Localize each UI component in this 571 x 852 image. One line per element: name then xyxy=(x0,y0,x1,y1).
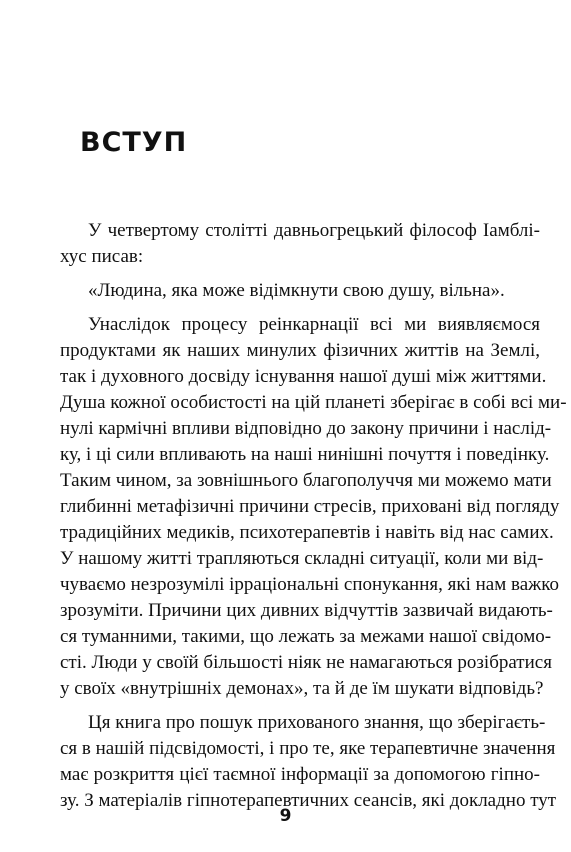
text-line: ся туманними, такими, що лежать за межами нашої свідомо- xyxy=(60,626,552,647)
text-line: чуваємо незрозумілі ірраціональні спонукання, які нам важко xyxy=(60,574,560,595)
text-line: ку, і ці сили впливають на наші нинішні почуття і поведінку. xyxy=(60,444,550,465)
text-line: Ця книга про пошук прихованого знання, що зберігаєть- xyxy=(88,712,546,733)
text-line: У четвертому столітті давньогрецький філософ Іамблі- xyxy=(88,220,540,241)
text-line: хус писав: xyxy=(60,246,144,267)
text-line: нулі кармічні впливи відповідно до закону причини і наслід- xyxy=(60,418,552,439)
chapter-heading: ВСТУП xyxy=(80,127,188,158)
text-line: зу. З матеріалів гіпнотерапевтичних сеансів, які докладно тут xyxy=(60,790,557,811)
text-line: сті. Люди у своїй більшості ніяк не намагаються розібратися xyxy=(60,652,552,673)
text-line: має розкриття цієї таємної інформації за допомогою гіпно- xyxy=(60,764,540,785)
text-line: Унаслідок процесу реінкарнації всі ми виявляємося xyxy=(88,314,540,335)
text-line: традиційних медиків, психотерапевтів і навіть від нас самих. xyxy=(60,522,554,543)
text-line: Душа кожної особистості на цій планеті зберігає в собі всі ми- xyxy=(60,392,567,413)
text-line: глибинні метафізичні причини стресів, приховані від погляду xyxy=(60,496,560,517)
text-line: так і духовного досвіду існування нашої душі між життями. xyxy=(60,366,547,387)
text-line: у своїх «внутрішніх демонах», та й де їм шукати відповідь? xyxy=(60,678,544,699)
text-line: продуктами як наших минулих фізичних життів на Землі, xyxy=(60,340,540,361)
quote-line: «Людина, яка може відімкнути свою душу, вільна». xyxy=(88,280,505,301)
text-line: ся в нашій підсвідомості, і про те, яке терапевтичне значення xyxy=(60,738,556,759)
page-number: 9 xyxy=(279,806,292,826)
text-line: Таким чином, за зовнішнього благополуччя ми можемо мати xyxy=(60,470,552,491)
text-line: У нашому житті трапляються складні ситуації, коли ми від- xyxy=(60,548,544,569)
text-line: зрозуміти. Причини цих дивних відчуттів зазвичай видають- xyxy=(60,600,553,621)
